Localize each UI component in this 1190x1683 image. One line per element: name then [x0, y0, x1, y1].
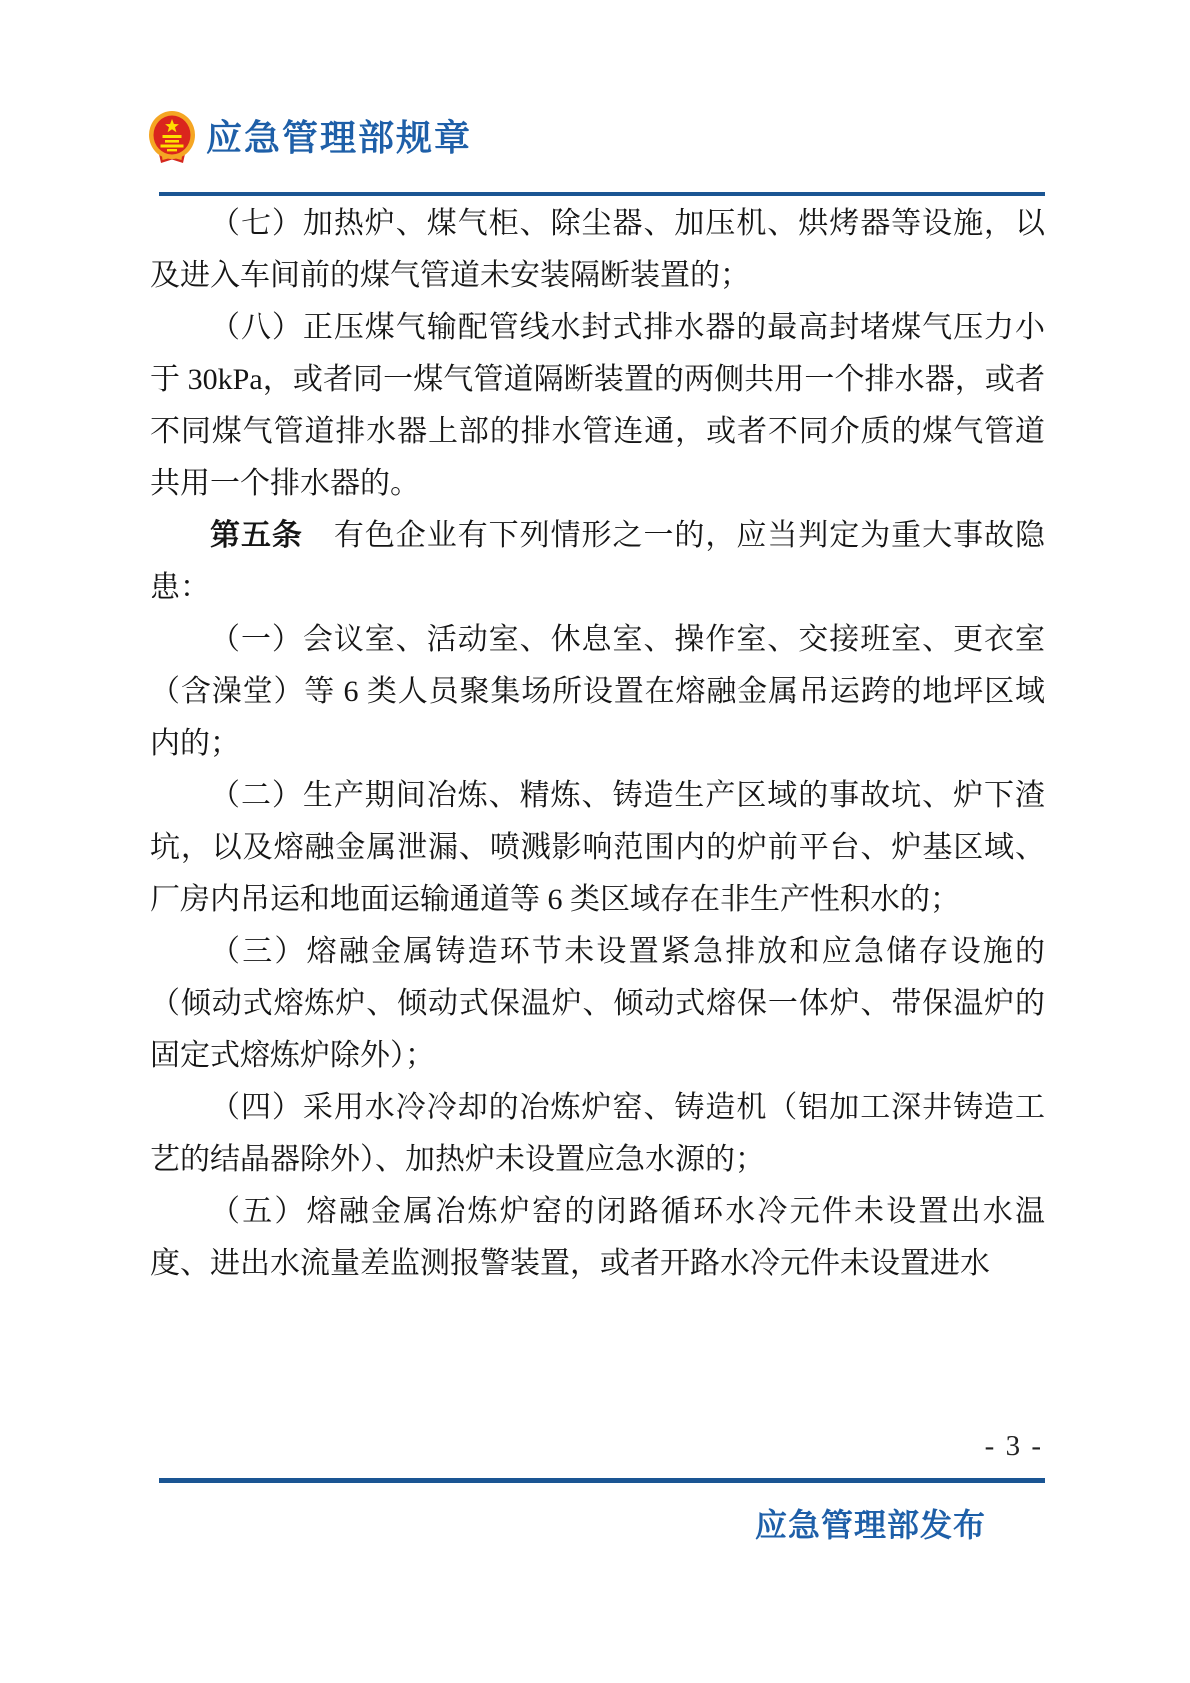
paragraph-item-3: [150, 926, 1045, 1082]
paragraph-item-4: [150, 1082, 1045, 1186]
paragraph-item-8: [150, 302, 1045, 510]
paragraph-text: （四）采用水冷冷却的冶炼炉窑、铸造机（铝加工深井铸造工艺的结晶器除外）、加热炉未设置应急水源的；: [150, 1091, 1045, 1176]
paragraph-item-7: [150, 198, 1045, 302]
paragraph-text: 有色企业有下列情形之一的，应当判定为重大事故隐患：: [150, 519, 1046, 604]
paragraph-text: （八）正压煤气输配管线水封式排水器的最高封堵煤气压力小于 30kPa，或者同一煤气管道隔断装置的两侧共用一个排水器，或者不同煤气管道排水器上部的排水管连通，或者不同介质的煤气管道共用一个排水器的。: [150, 311, 1045, 500]
publisher-label: 应急管理部发布: [754, 1507, 986, 1543]
document-header: [148, 110, 472, 166]
header-divider: [159, 192, 1045, 196]
paragraph-text: （七）加热炉、煤气柜、除尘器、加压机、烘烤器等设施，以及进入车间前的煤气管道未安装隔断装置的；: [150, 207, 1045, 292]
document-body: [150, 198, 1045, 1290]
page-number: - 3 -: [984, 1430, 1043, 1462]
paragraph-item-5: [150, 1186, 1045, 1290]
footer-divider: [159, 1478, 1045, 1483]
paragraph-text: （五）熔融金属冶炼炉窑的闭路循环水冷元件未设置出水温度、进出水流量差监测报警装置，或者开路水冷元件未设置进水: [150, 1195, 1045, 1280]
document-type-title: 应急管理部规章: [206, 117, 473, 159]
paragraph-text: （一）会议室、活动室、休息室、操作室、交接班室、更衣室（含澡堂）等 6 类人员聚集场所设置在熔融金属吊运跨的地坪区域内的；: [150, 623, 1045, 760]
paragraph-article-5: [150, 510, 1045, 614]
paragraph-item-2: [150, 770, 1045, 926]
paragraph-item-1: [150, 614, 1045, 770]
paragraph-text: （二）生产期间冶炼、精炼、铸造生产区域的事故坑、炉下渣坑，以及熔融金属泄漏、喷溅影响范围内的炉前平台、炉基区域、厂房内吊运和地面运输通道等 6 类区域存在非生产性积水的；: [150, 779, 1045, 916]
paragraph-text: （三）熔融金属铸造环节未设置紧急排放和应急储存设施的（倾动式熔炼炉、倾动式保温炉、倾动式熔保一体炉、带保温炉的固定式熔炼炉除外）；: [150, 935, 1045, 1072]
article-number-label: 第五条: [210, 519, 303, 552]
national-emblem-icon: [148, 110, 196, 166]
